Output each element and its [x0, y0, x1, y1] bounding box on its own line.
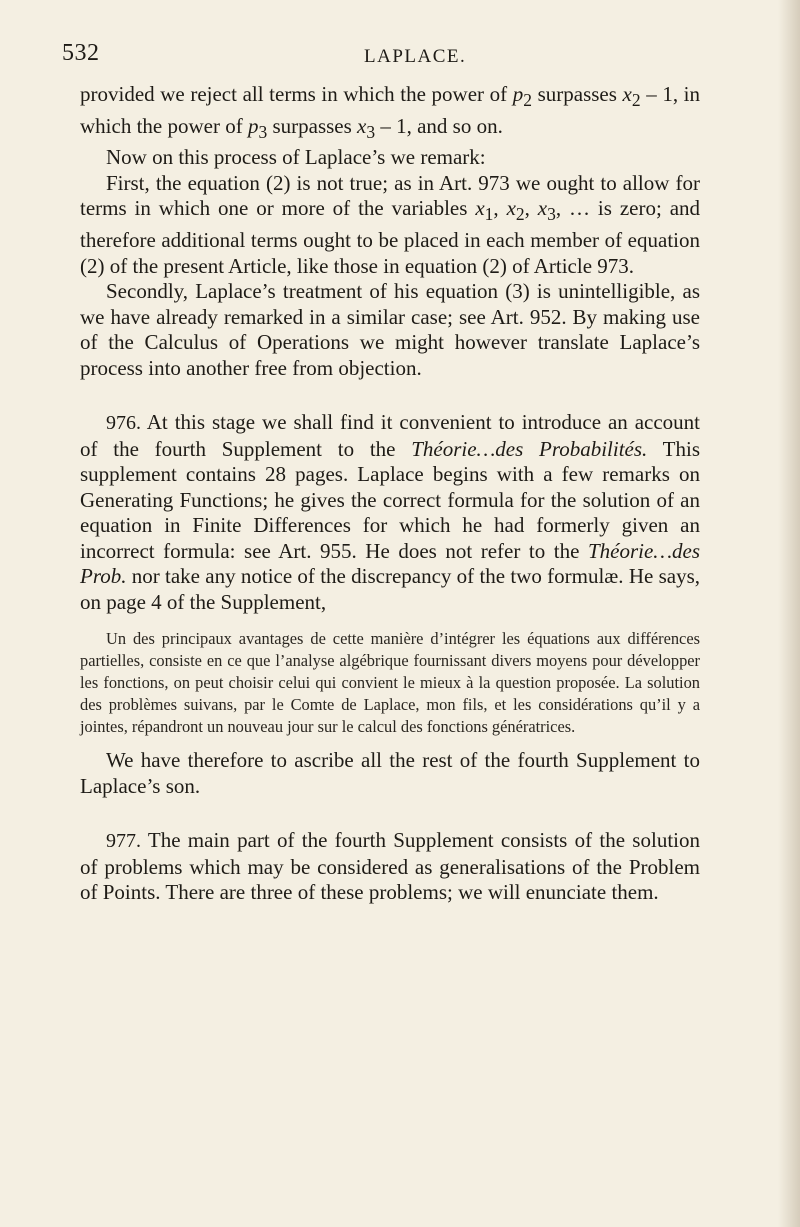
text-run: ,	[524, 196, 538, 221]
variable-x: x	[537, 196, 548, 221]
variable-p: p	[512, 82, 524, 106]
page-number: 532	[62, 40, 100, 66]
text-run: , … is zero; and therefore additional terms ought to be placed in each member of equation (2) of the present Article, like those in equation (2) of Article 973.	[80, 196, 701, 278]
subscript: 3	[547, 204, 556, 225]
text-run: This supplement contains 28 pages. Laplace begins with a few remarks on Generating Functions; he gives the correct formula for the solution of an equation in Finite Differences for which he had formerly given an incorrect formula: see Art. 955. He does not refer to the	[80, 436, 700, 563]
subscript: 2	[515, 204, 525, 225]
variable-p: p	[247, 113, 259, 138]
paragraph-remark: Now on this process of Laplace’s we remark:	[106, 145, 486, 170]
article-number: 977.	[106, 830, 141, 853]
variable-x: x	[357, 113, 367, 138]
paragraph-secondly: Secondly, Laplace’s treatment of his equation (3) is unintelligible, as we have already remarked in a similar case; see Art. 952. By making use of the Calculus of Operations we might however translate Laplace’s process into another free from objection.	[80, 279, 700, 380]
variable-x: x	[622, 82, 632, 106]
text-run: The main part of the fourth Supplement consists of the solution of problems which may be considered as generalisations of the Problem of Points. There are three of these problems; we will enunciate them.	[80, 828, 700, 905]
text-run: – 1, in which the power of	[80, 82, 701, 138]
page-edge-shadow	[778, 0, 800, 1227]
paragraph-article-976	[80, 410, 700, 615]
variable-x: x	[506, 196, 516, 221]
body-text	[80, 82, 700, 906]
running-head: LAPLACE.	[364, 46, 467, 67]
variable-x: x	[475, 196, 485, 221]
subscript: 3	[258, 121, 268, 142]
paragraph-continuation	[80, 82, 700, 145]
text-run: nor take any notice of the discrepancy of the two formulæ. He says, on page 4 of the Supplement,	[80, 564, 700, 614]
text-run: – 1, and so on.	[375, 113, 503, 138]
text-run: provided we reject all terms in which the power of	[80, 82, 513, 106]
text-run: ,	[493, 196, 507, 221]
paragraph-first	[80, 171, 700, 279]
page-header	[62, 40, 682, 80]
subscript: 2	[523, 90, 532, 111]
subscript: 2	[631, 90, 641, 111]
book-title: Théorie…des Prob.	[80, 538, 700, 589]
french-quotation: Un des principaux avantages de cette manière d’intégrer les équations aux différences partielles, consiste en ce que l’analyse algébrique fournissant divers moyens pour développer les fonctions, on peut choisir celui qui convient le mieux à la question proposée. La solution des problèmes suivans, par le Comte de Laplace, mon fils, et les considérations qu’il y a jointes, répandront un nouveau jour sur le calcul des fonctions génératrices.	[80, 629, 700, 737]
book-title: Théorie…des Probabilités.	[411, 436, 648, 461]
subscript: 1	[484, 204, 494, 225]
paragraph-conclusion: We have therefore to ascribe all the rest of the fourth Supplement to Laplace’s son.	[80, 748, 700, 798]
text-run: First, the equation (2) is not true; as in Art. 973 we ought to allow for terms in which one or more of the variables	[80, 170, 700, 221]
text-run: At this stage we shall find it convenient to introduce an account of the fourth Supplement to the	[80, 410, 700, 461]
text-run: surpasses	[531, 82, 623, 106]
subscript: 3	[366, 121, 376, 142]
article-number: 976.	[106, 412, 141, 435]
paragraph-article-977	[80, 828, 700, 906]
text-run: surpasses	[267, 113, 358, 138]
